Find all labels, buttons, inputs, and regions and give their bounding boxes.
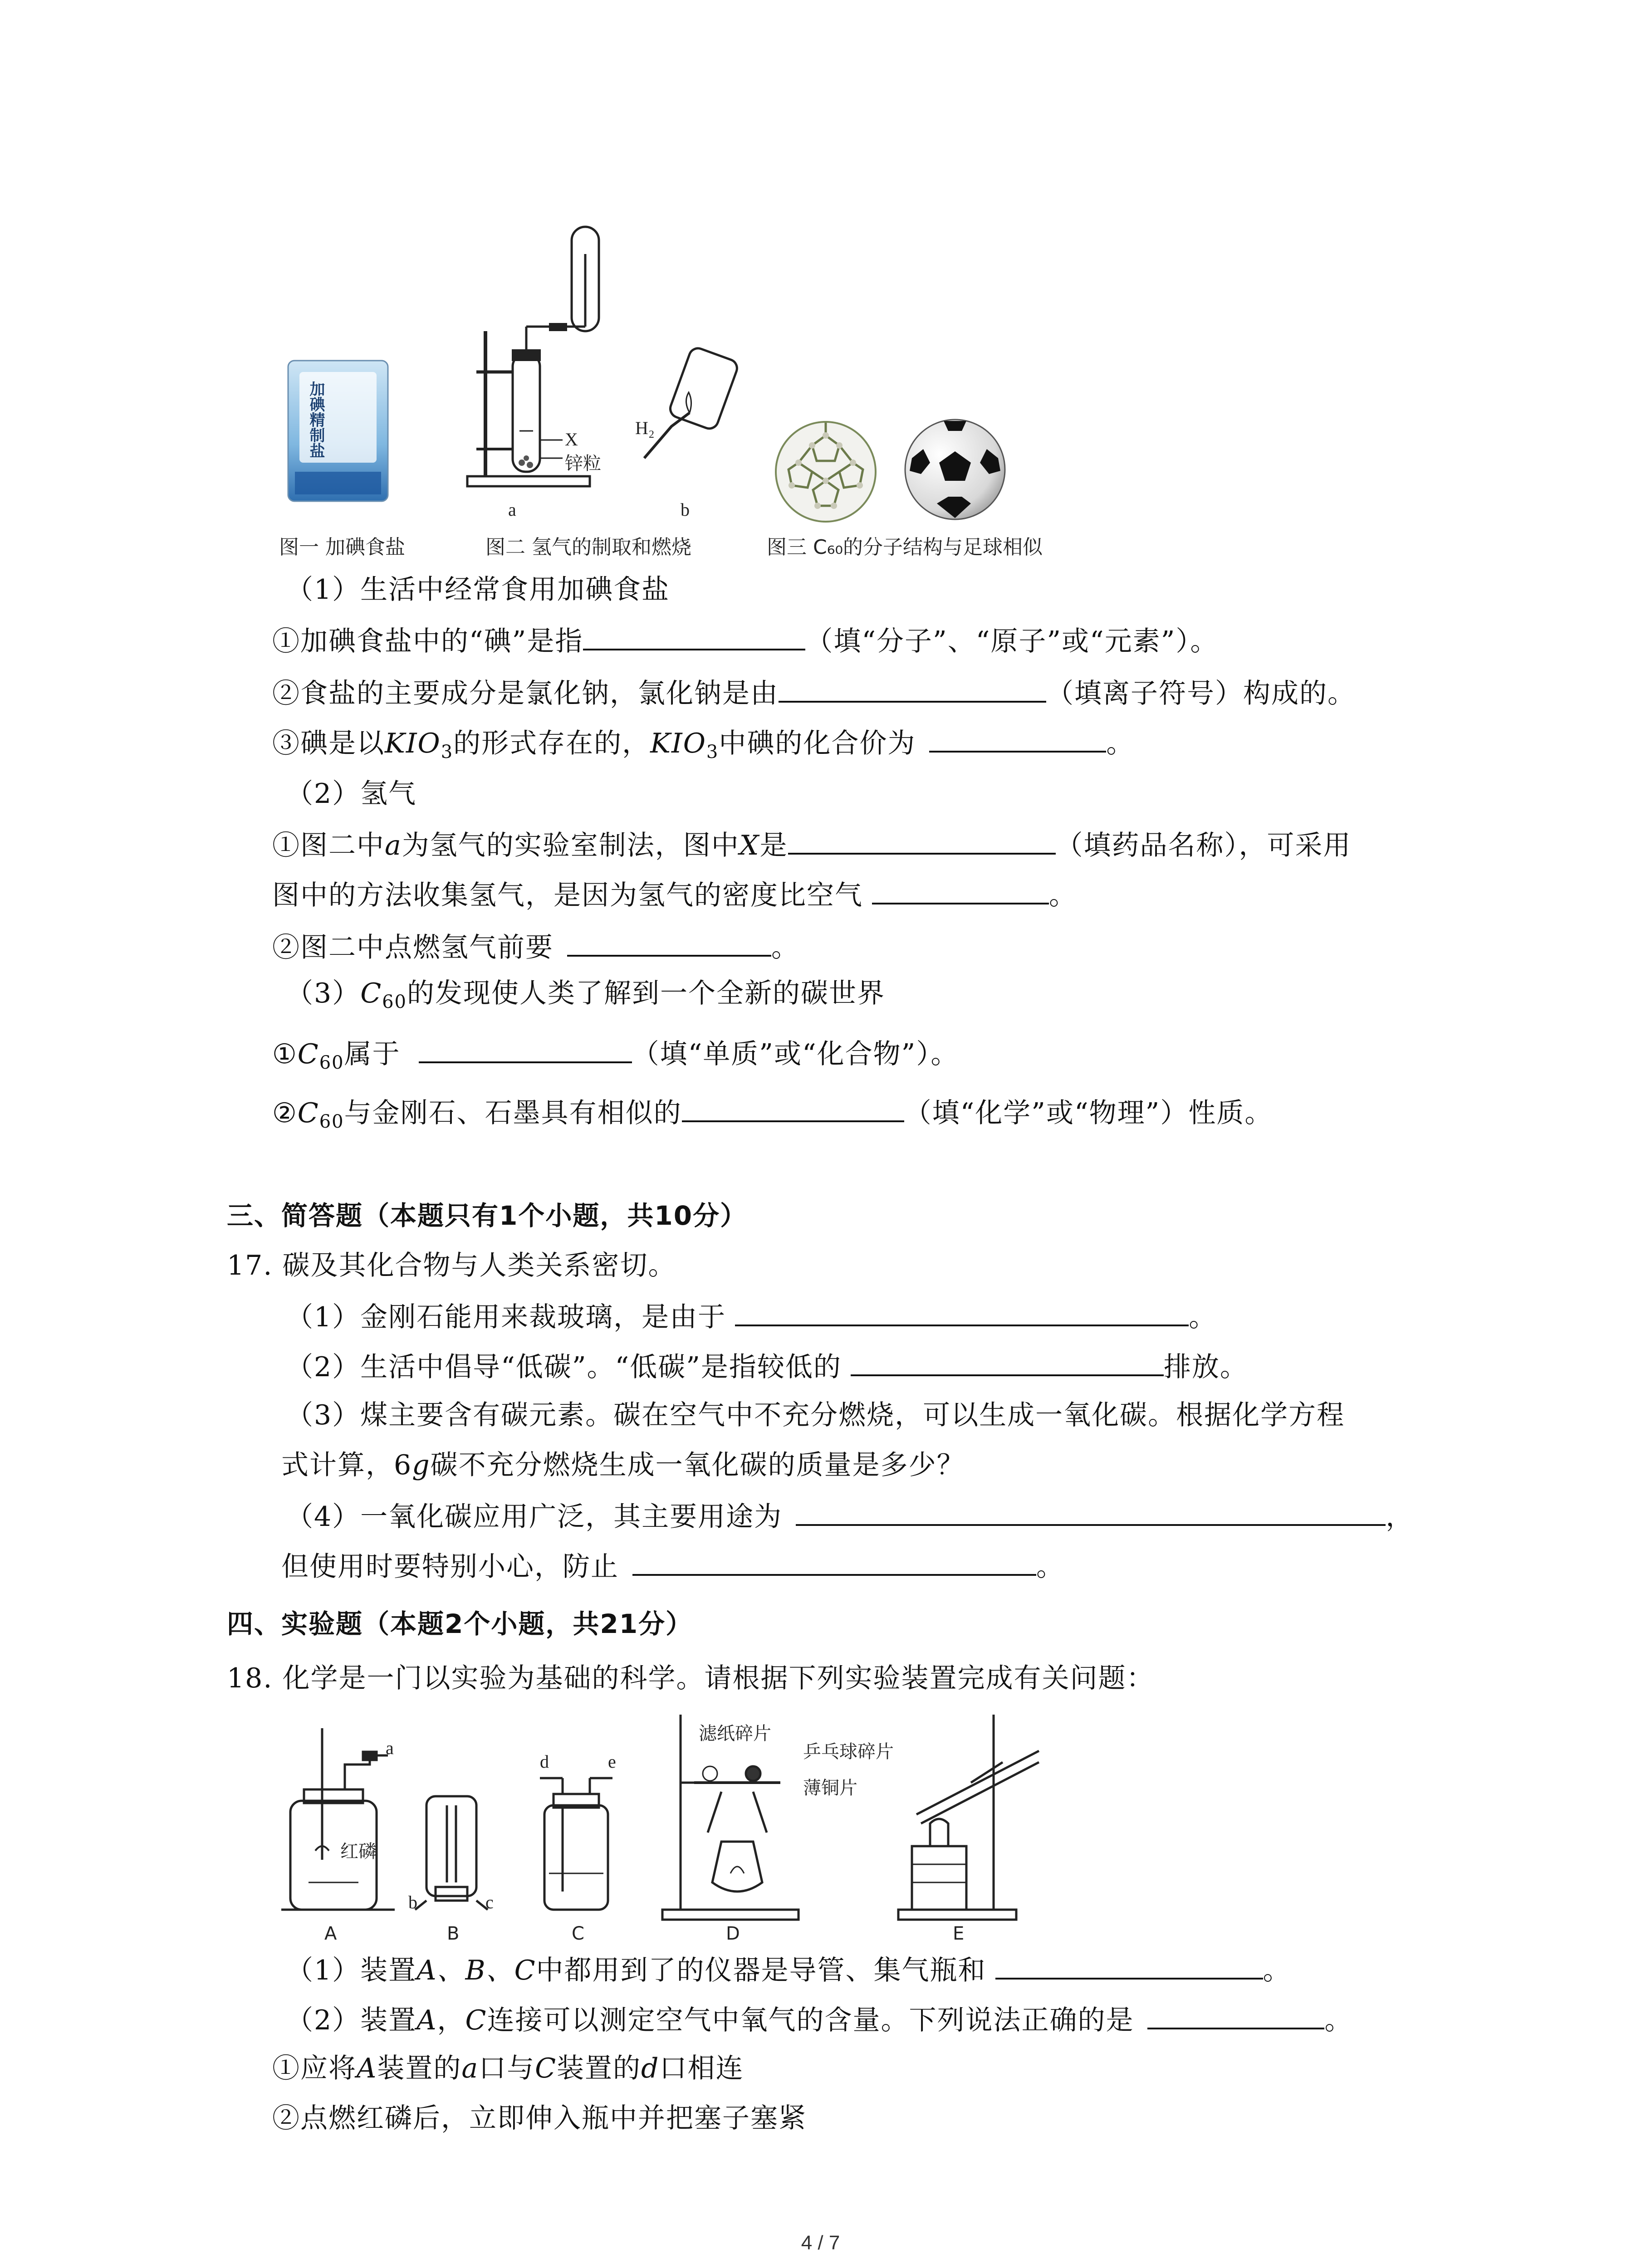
text: 但使用时要特别小心，防止 [281,1551,619,1583]
apparatus-e [898,1715,1039,1920]
label-D: D [726,1923,740,1944]
text: ①图二中 [272,830,385,861]
answer-blank[interactable] [779,674,1046,703]
variable: a [385,830,402,861]
apparatus-a [281,1728,395,1910]
page-number: 4 / 7 [801,2232,840,2254]
answer-blank[interactable] [682,1093,904,1122]
formula-c: C [360,978,382,1009]
text: 中都用到了的仪器是导管、集气瓶和 [536,1955,986,1986]
answer-blank[interactable] [851,1347,1164,1376]
q16-part2-item1-line2 [272,875,1077,914]
text: 属于 [344,1038,401,1070]
section-4-heading: 四、实验题（本题2个小题，共21分） [227,1608,693,1639]
text: ， [437,2004,465,2036]
text: ， [1386,1501,1414,1533]
answer-blank[interactable] [735,1297,1189,1326]
unit-g: g [412,1449,431,1481]
subscript: 60 [382,992,407,1012]
q16-part2-item1 [272,826,1352,864]
answer-blank[interactable] [583,621,805,650]
variable: C [535,2053,557,2084]
q16-1-2-prefix: ②食盐的主要成分是氯化钠，氯化钠是由 [272,678,779,709]
label-E: E [953,1923,965,1944]
text: 装置的 [377,2053,462,2084]
label-red-phosphorus: 红磷 [340,1841,377,1862]
text: 口相连 [659,2053,744,2084]
formula-c: C [297,1038,319,1070]
label-copper: 薄铜片 [803,1778,857,1799]
variable: X [739,830,760,861]
q16-1-2-suffix: （填离子符号）构成的。 [1046,678,1356,709]
answer-blank[interactable] [632,1547,1036,1576]
q16-part2-title: （2）氢气 [286,778,417,810]
apparatus-drawing [272,1710,1125,1946]
q16-part3-title [286,975,885,1020]
answer-blank[interactable] [872,875,1049,904]
label-a-port: a [386,1738,394,1758]
text: 。 [771,932,799,963]
figure-2-caption: 图二 氢气的制取和燃烧 [485,536,691,559]
hydrogen-generator-image [458,218,649,490]
formula-kio3: KIO [385,728,441,759]
figure-3-caption: 图三 C₆₀的分子结构与足球相似 [767,536,1043,559]
text: 的发现使人类了解到一个全新的碳世界 [407,978,886,1009]
text: （填“化学”或“物理”）性质。 [904,1097,1273,1129]
subscript: 60 [319,1111,344,1132]
label-pingpong: 乒乓球碎片 [803,1741,894,1762]
q17-stem: 17. 碳及其化合物与人类关系密切。 [227,1250,676,1281]
answer-blank[interactable] [567,928,771,957]
subscript: 3 [706,742,719,763]
label-a: a [508,499,516,520]
label-zinc: 锌粒 [565,453,601,474]
text: 为氢气的实验室制法，图中 [402,830,740,861]
text: （2）生活中倡导“低碳”。“低碳”是指较低的 [286,1351,842,1383]
figure-1-caption: 图一 加碘食盐 [279,536,405,559]
text: 式计算，6 [281,1449,412,1481]
subscript: 60 [319,1052,344,1073]
q18-option1 [272,2050,744,2087]
formula-c: C [297,1097,319,1129]
q16-part1-title: （1）生活中经常食用加碘食盐 [286,574,670,606]
iodized-salt-bag-image [286,358,390,503]
text: （4）一氧化碳应用广泛，其主要用途为 [286,1501,783,1533]
variables: A、B、C [416,1955,536,1986]
text: 口与 [479,2053,535,2084]
variable: d [641,2053,660,2084]
formula-kio3: KIO [650,728,706,759]
label-d-port: d [540,1751,549,1772]
answer-blank[interactable] [796,1497,1386,1526]
text: 中碘的化合价为 [719,728,916,759]
apparatus-figure [272,1710,1125,1946]
q16-1-1-prefix: ①加碘食盐中的“碘”是指 [272,626,583,657]
text: ② [272,1097,298,1129]
text: ③碘是以 [272,728,385,759]
text: （1）金刚石能用来裁玻璃，是由于 [286,1301,726,1333]
top-figures [272,218,1112,572]
subscript: 3 [441,742,454,763]
section-3-heading: 三、简答题（本题只有1个小题，共10分） [227,1200,748,1231]
label-e-port: e [608,1751,616,1772]
q17-part4 [286,1497,1414,1535]
label-x: X [565,429,578,450]
text: 。 [1324,2004,1353,2036]
q16-part1-item2 [272,674,1356,712]
text: （2）装置 [286,2004,417,2036]
text: （填药品名称），可采用 [1055,830,1352,861]
q17-part1 [286,1297,1217,1335]
text: 与金刚石、石墨具有相似的 [344,1097,682,1129]
text: 。 [1036,1551,1064,1583]
label-c-port: c [485,1892,494,1912]
hydrogen-burning-image [635,336,744,472]
answer-blank[interactable] [995,1950,1263,1980]
text: ②图二中点燃氢气前要 [272,932,554,963]
q16-part1-item1 [272,621,1218,660]
q18-stem: 18. 化学是一门以实验为基础的科学。请根据下列实验装置完成有关问题： [227,1662,1155,1694]
text: ①应将 [272,2053,357,2084]
label-b-port: b [408,1892,417,1912]
text: ① [272,1038,298,1070]
q16-part1-item3 [272,723,1134,770]
apparatus-d [662,1715,798,1920]
salt-bag-text: 加碘精制盐 [307,381,325,458]
text: 。 [1263,1955,1291,1986]
label-A: A [324,1923,337,1944]
q17-part4-line2 [281,1547,1064,1585]
text: 连接可以测定空气中氧气的含量。下列说法正确的是 [487,2004,1134,2036]
q16-1-1-suffix: （填“分子”、“原子”或“元素”）。 [805,626,1219,657]
q17-part3-line2 [281,1447,965,1483]
apparatus-c [540,1778,612,1910]
text: 图中的方法收集氢气，是因为氢气的密度比空气 [272,880,863,911]
label-C: C [572,1923,584,1944]
q16-part3-item2 [272,1093,1273,1140]
q16-part2-item2 [272,928,799,966]
c60-molecule-image [771,417,880,526]
football-image [903,417,1007,522]
answer-blank[interactable] [929,723,1106,753]
text: 。 [1106,728,1135,759]
text: 碳不充分燃烧生成一氧化碳的质量是多少？ [430,1449,965,1481]
text: 是 [759,830,788,861]
label-B: B [447,1923,460,1944]
text: 排放。 [1163,1351,1248,1383]
apparatus-b [415,1796,488,1910]
variable: a [461,2053,479,2084]
label-h2: H₂ [635,418,655,438]
text: （填“单质”或“化合物”）。 [632,1038,959,1070]
variable: A [416,2004,437,2036]
q18-part2 [286,2000,1352,2038]
answer-blank[interactable] [788,826,1056,855]
text: 装置的 [557,2053,642,2084]
answer-blank[interactable] [1147,2000,1324,2029]
text: 。 [1049,880,1077,911]
variable: A [357,2053,377,2084]
label-filter-paper: 滤纸碎片 [699,1723,771,1744]
q16-part3-item1 [272,1034,959,1081]
text: 。 [1189,1301,1217,1333]
variable: C [465,2004,487,2036]
q18-part1 [286,1950,1291,1989]
q17-part2 [286,1347,1248,1385]
label-b: b [681,499,690,520]
q18-option2: ②点燃红磷后，立即伸入瓶中并把塞子塞紧 [272,2102,807,2134]
q17-part3-line1: （3）煤主要含有碳元素。碳在空气中不充分燃烧，可以生成一氧化碳。根据化学方程 [286,1399,1345,1431]
text: （1）装置 [286,1955,417,1986]
text: 的形式存在的， [453,728,651,759]
text: （3） [286,978,361,1009]
answer-blank[interactable] [419,1034,632,1063]
